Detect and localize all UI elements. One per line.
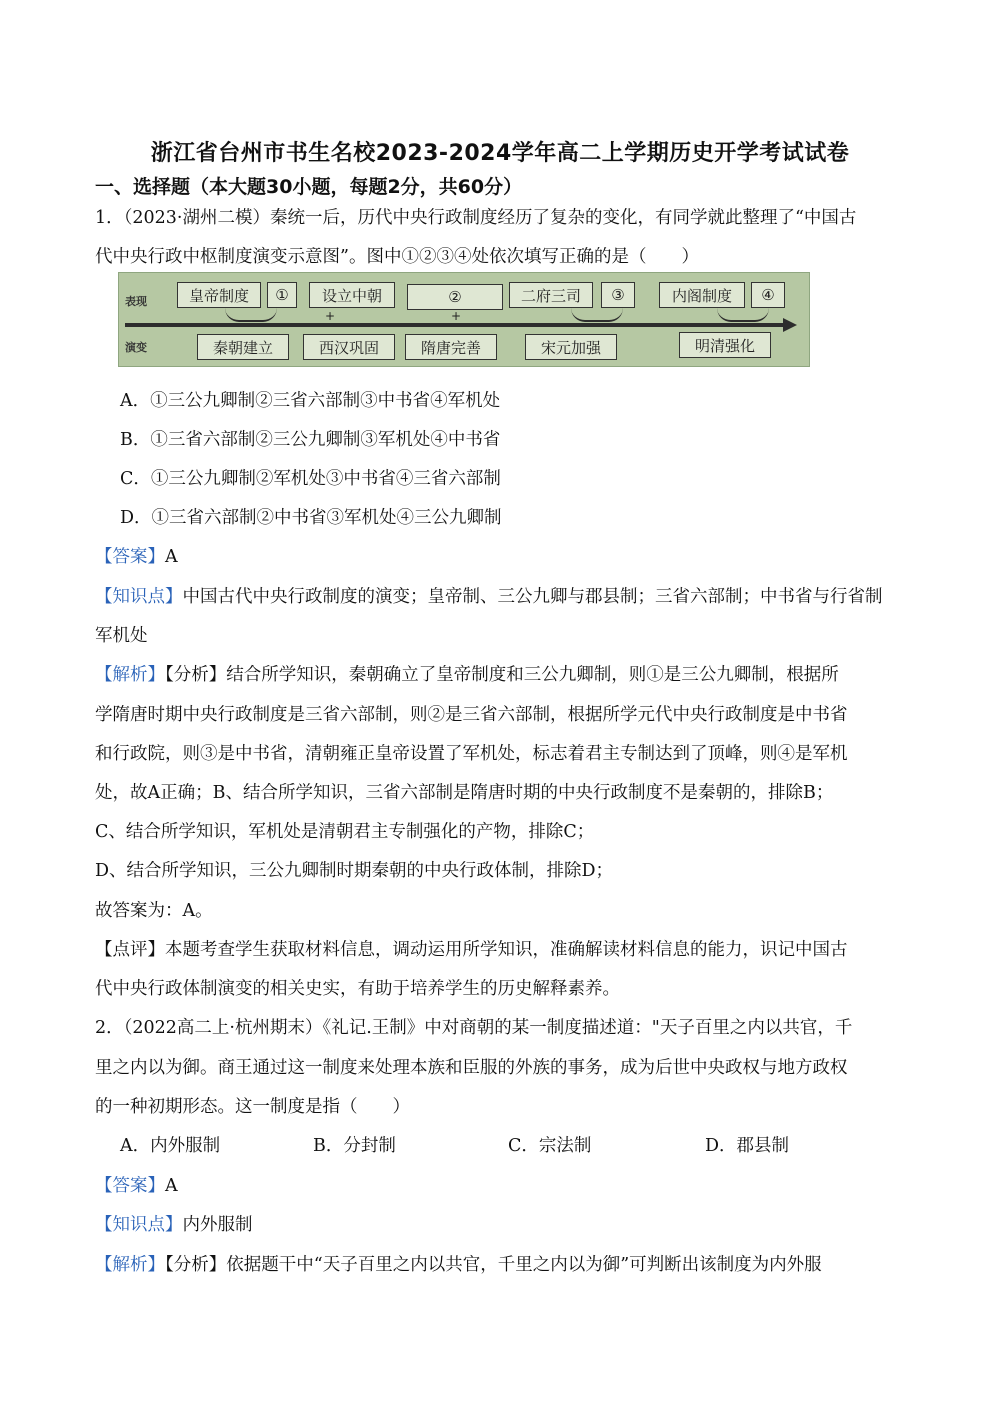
- q2-option-b[interactable]: B．分封制: [313, 1136, 396, 1156]
- blank-box-3: ③: [601, 282, 635, 308]
- blank-box-2: ②: [407, 284, 503, 310]
- link-curve-1: [225, 308, 277, 322]
- stage-qin: 秦朝建立: [197, 334, 289, 360]
- q1-analysis-line-4: 处，故A正确；B、结合所学知识，三省六部制是隋唐时期的中央行政制度不是秦朝的，排除B；: [95, 783, 834, 803]
- q1-option-d[interactable]: D．①三省六部制②中书省③军机处④三公九卿制: [120, 508, 502, 528]
- answer-tag: 【答案】: [95, 1176, 165, 1196]
- section-heading: 一、选择题（本大题30小题，每题2分，共60分）: [95, 176, 523, 198]
- q1-option-b[interactable]: B．①三省六部制②三公九卿制③军机处④中书省: [120, 430, 501, 450]
- q1-analysis-line-3: 和行政院，则③是中书省，清朝雍正皇帝设置了军机处，标志着君主专制达到了顶峰，则④是军机: [95, 744, 848, 764]
- q1-option-c[interactable]: C．①三公九卿制②军机处③中书省④三省六部制: [120, 469, 501, 489]
- q2-knowledge-point: [95, 1211, 253, 1236]
- timeline-arrow: [125, 323, 785, 327]
- box-grand-secretariat: 内阁制度: [659, 282, 745, 308]
- knowledge-text: 内外服制: [182, 1215, 253, 1235]
- link-curve-3: [571, 308, 623, 322]
- q2-stem-line-3: 的一种初期形态。这一制度是指（ ）: [95, 1097, 410, 1117]
- plus-sign-2: +: [451, 309, 462, 323]
- q1-analysis-line-5: C、结合所学知识，军机处是清朝君主专制强化的产物，排除C；: [95, 822, 595, 842]
- q1-analysis-line-2: 学隋唐时期中央行政制度是三省六部制，则②是三省六部制，根据所学元代中央行政制度是中书省: [95, 705, 848, 725]
- answer-tag: 【答案】: [95, 547, 165, 567]
- blank-box-1: ①: [267, 282, 297, 308]
- diagram-row-label-bottom: 演变: [125, 341, 147, 354]
- q1-analysis-line-7: 故答案为：A。: [95, 901, 213, 921]
- q1-comment-line-2: 代中央行政体制演变的相关史实，有助于培养学生的历史解释素养。: [95, 979, 620, 999]
- knowledge-tag: 【知识点】: [95, 1215, 183, 1235]
- q1-answer: [95, 543, 178, 568]
- q2-answer: [95, 1172, 178, 1197]
- evolution-diagram: [118, 272, 810, 367]
- blank-box-4: ④: [751, 282, 785, 308]
- q2-option-d[interactable]: D．郡县制: [705, 1136, 790, 1156]
- q1-option-a[interactable]: A．①三公九卿制②三省六部制③中书省④军机处: [120, 391, 501, 411]
- q1-analysis-line-1: 【解析】【分析】结合所学知识，秦朝确立了皇帝制度和三公九卿制，则①是三公九卿制，根据所: [95, 665, 839, 685]
- stage-ming-qing: 明清强化: [679, 332, 771, 358]
- answer-value: A: [165, 1176, 178, 1196]
- stage-sui-tang: 隋唐完善: [405, 334, 497, 360]
- box-two-offices: 二府三司: [509, 282, 593, 308]
- q2-stem-line-1: 2．（2022高二上·杭州期末）《礼记.王制》中对商朝的某一制度描述道："天子百里之内以共官，千: [95, 1018, 853, 1038]
- knowledge-text: 中国古代中央行政制度的演变；皇帝制、三公九卿与郡县制；三省六部制；中书省与行省制: [182, 587, 883, 607]
- q1-knowledge-point-cont: 军机处: [95, 626, 148, 646]
- plus-sign-1: +: [325, 309, 336, 323]
- analysis-tag: 【解析】: [95, 1255, 165, 1275]
- answer-value: A: [165, 547, 178, 567]
- link-curve-4: [717, 308, 769, 322]
- q2-stem-line-2: 里之内以为御。商王通过这一制度来处理本族和臣服的外族的事务，成为后世中央政权与地方政权: [95, 1058, 848, 1078]
- page-title: 浙江省台州市书生名校2023-2024学年高二上学期历史开学考试试卷: [150, 141, 850, 166]
- stage-western-han: 西汉巩固: [303, 334, 395, 360]
- q2-analysis-line-1: 【解析】【分析】依据题干中“天子百里之内以共官，千里之内以为御”可判断出该制度为内外服: [95, 1255, 822, 1275]
- q1-stem-line-1: 1．（2023·湖州二模）秦统一后，历代中央行政制度经历了复杂的变化，有同学就此整理了“中国古: [95, 208, 857, 228]
- q1-stem-line-2: 代中央行政中枢制度演变示意图”。图中①②③④处依次填写正确的是（ ）: [95, 247, 699, 267]
- box-inner-court: 设立中朝: [309, 282, 395, 308]
- analysis-tag: 【解析】: [95, 665, 165, 685]
- q2-option-c[interactable]: C．宗法制: [508, 1136, 592, 1156]
- box-emperor-system: 皇帝制度: [177, 282, 261, 308]
- stage-song-yuan: 宋元加强: [525, 334, 617, 360]
- q1-knowledge-point: [95, 583, 883, 608]
- q2-option-a[interactable]: A．内外服制: [120, 1136, 221, 1156]
- diagram-row-label-top: 表现: [125, 295, 147, 308]
- timeline-arrow-head: [783, 318, 797, 332]
- q1-comment-line-1: 【点评】本题考查学生获取材料信息，调动运用所学知识，准确解读材料信息的能力，识记中国古: [95, 940, 848, 960]
- knowledge-tag: 【知识点】: [95, 587, 183, 607]
- q1-analysis-line-6: D、结合所学知识，三公九卿制时期秦朝的中央行政体制，排除D；: [95, 861, 614, 881]
